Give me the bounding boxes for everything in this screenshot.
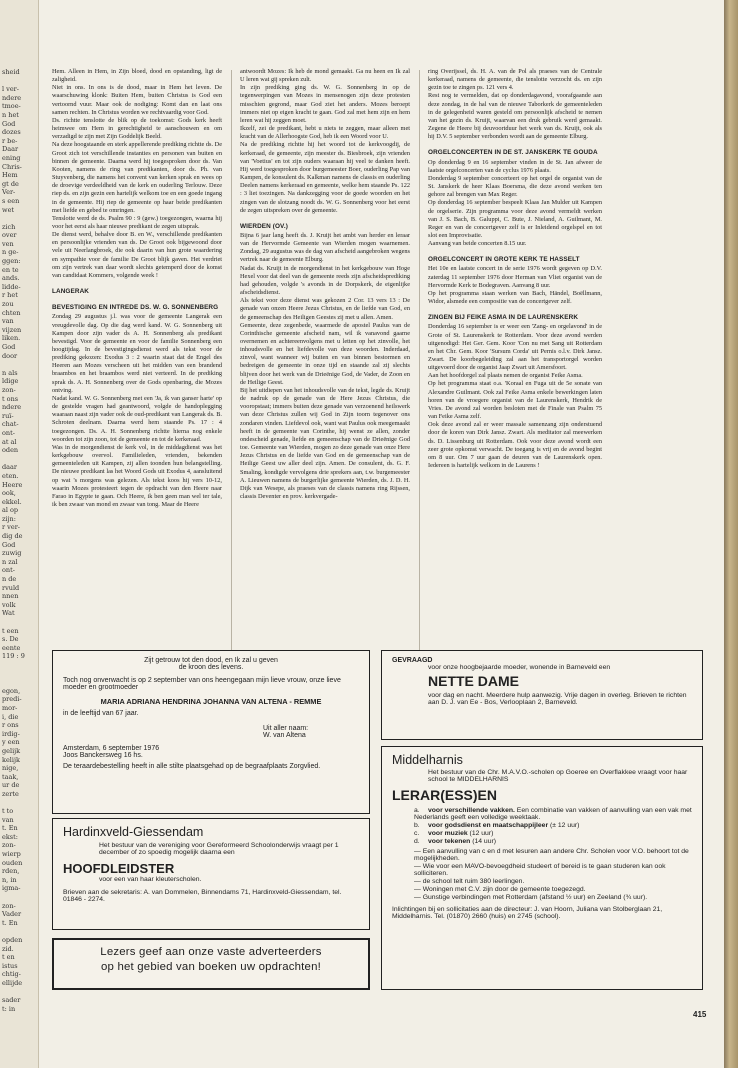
prev-page-fragment: van: [2, 815, 14, 824]
article-paragraph: Bijna 6 jaar lang heeft ds. J. Kruijt het ambt van herder en leraar van de Hervormde Gemeente van Wierden mogen waarnemen. Zondag, 29 augustus was de dag van afscheid aangebroken wegens vertrek naar de gemeente Elburg.: [240, 231, 410, 264]
ad-footer: Inlichtingen bij en sollicitaties aan de directeur: J. van Hoorn, Juliana van Stolberglaan 21, Middelharnis. Tel. (01870) 2660 (huis) en 2745 (school).: [392, 906, 663, 920]
condition-text: Gunstige verbindingen met Rotterdam (afstand ½ uur) en Zeeland (¾ uur).: [422, 894, 648, 901]
condition-item: [414, 886, 692, 893]
verse-line-1: Zijt getrouw tot den dood, en Ik zal u geven: [144, 657, 278, 664]
prev-page-fragment: zou: [2, 300, 14, 309]
article-paragraph: Het 10e en laatste concert in de serie 1976 wordt gegeven op D.V. zaterdag 11 september 1976 door Herman van Vliet organist van de Hervormde Kerk te Bodegraven. Aanvang 8 uur.: [428, 265, 602, 289]
prev-page-fragment: igma-: [2, 884, 21, 893]
prev-page-fragment: [0, 988, 38, 997]
article-column-3: [428, 68, 602, 470]
prev-page-fragment: [0, 927, 38, 936]
notice-intro: Toch nog onverwacht is op 2 september van ons heengegaan mijn lieve vrouw, onze lieve moeder en grootmoeder: [63, 677, 341, 691]
middelharnis-vacancy-ad: [381, 746, 703, 990]
article-heading: ORGELCONCERTEN IN DE ST. JANSKERK TE GOUDA: [428, 149, 598, 157]
prev-page-fragment: chtig-: [2, 970, 21, 979]
ad-intro: Het bestuur van de Chr. M.A.V.O.-scholen op Goeree en Overflakkee vraagt voor haar school te MIDDELHARNIS: [428, 769, 688, 783]
prev-page-fragment: ur de: [2, 781, 20, 790]
prev-page-fragment: rden,: [2, 867, 20, 876]
prev-page-fragment: egon,: [2, 686, 21, 695]
condition-item: [414, 894, 692, 901]
prev-page-fragment: [0, 77, 38, 86]
prev-page-fragment: ook,: [2, 489, 16, 498]
prev-page-fragment: sader: [2, 996, 21, 1005]
subject-item: [414, 822, 692, 829]
prev-page-fragment: t een: [2, 626, 19, 635]
prev-page-fragment: ouden: [2, 858, 23, 867]
prev-page-fragment: Vader: [2, 910, 22, 919]
prev-page-fragment: mor-: [2, 703, 18, 712]
prev-page-fragment: ggen:: [2, 257, 21, 266]
condition-text: Een aanvulling van c en d met lesuren aan andere Chr. Scholen voor V.O. behoort tot de mogelijkheden.: [414, 848, 689, 862]
ad-job-subtitle: voor een van haar kleuterscholen.: [99, 876, 202, 883]
prev-page-fragment: [0, 678, 38, 687]
prev-page-fragment: zon-: [2, 385, 16, 394]
prev-page-fragment: liken.: [2, 334, 21, 343]
prev-page-fragment: dig de: [2, 532, 23, 541]
prev-page-fragment: zid.: [2, 944, 14, 953]
article-paragraph: Niet in ons. In ons is de dood, maar in Hem het leven. De waarschuwing klonk: Buiten Hem, buiten Christus is God een vertoornd vuur. Maar ook de nodiging: Komt dan en laat ons samen rechten. In Christus worden we rechtvaardig voor God.: [52, 84, 222, 116]
prev-page-fragment: sheid: [2, 68, 20, 76]
prev-page-fragment: i, die: [2, 712, 19, 721]
prev-page-fragment: gelijk: [2, 746, 21, 755]
prev-page-fragment: chten: [2, 308, 21, 317]
dash-icon: —: [414, 886, 423, 893]
article-paragraph: In zijn prediking ging ds. W. G. Sonnenberg in op de tegenwerpingen van Mozes in mensenogen zijn deze protesten misschien gegrond, maar God ziet het anders. Mozes beroept immers niet op eigen kracht te gaan. God zal met hem zijn en hem leren wat hij zeggen moet.: [240, 84, 410, 124]
prev-page-fragment: tmoe-: [2, 102, 21, 111]
signature-line-2: W. van Altena: [263, 732, 306, 739]
prev-page-fragment: ont-: [2, 566, 15, 575]
article-paragraph: Op het programma staat o.a. 'Koraal en Fuga uit de 5e sonate van Alexandre Guilmant. Ook zal Feike Asma enkele bewerkingen laten horen van de vroegere organist van de Laurenskerk, Hendrik de Vries. De avond zal worden besloten met de Finale van Psalm 75 van Feike Asma zelf.: [428, 380, 602, 421]
prev-page-fragment: volk: [2, 600, 16, 609]
article-paragraph: Donderdag 9 september concerteert op het orgel de organist van de St. Janskerk de heer Klaas Boersma, die deze avond werken ten gehore zal brengen van Max Reger.: [428, 174, 602, 199]
burial-note: De teraardebestelling heeft in alle stilte plaatsgehad op de begraafplaats Zorgvlied.: [63, 763, 321, 770]
subject-item: [414, 838, 692, 845]
prev-page-fragment: eten.: [2, 471, 19, 480]
prev-page-fragment: r ons: [2, 721, 19, 730]
article-paragraph: Aan het hoofdorgel zal plaats nemen de organist Feike Asma.: [428, 372, 583, 380]
article-heading: ORGELCONCERT IN GROTE KERK TE HASSELT: [428, 256, 580, 264]
article-paragraph: Na de prediking richtte hij het woord tot de kerkvoogdij, de kerkeraad, de gemeente, zijn meester ds. Biesbroek, zijn vrienden van 'Voetius' en tot zijn ouders waaraan hij veel te danken heeft. Hij werd toegesproken door burgemeester Boer, ouderling Pap van Kampen, de konsulent ds. Kalkman namens de classis en ouderling Deelen namens kerkeraad en gemeente, welke hem staande Ps. 122 : 3 liet toezingen. Na dankzegging voor de goede woorden en het zingen van de slotzang noodt ds. W. G. Sonnenberg voor het eerst de zegen uitspreken over de gemeente.: [240, 141, 410, 214]
prev-page-fragment: t ons: [2, 394, 19, 403]
condition-text: Wie voor een MAVO-bevoegdheid studeert of bereid is te gaan studeren kan ook solliciteren.: [414, 863, 666, 877]
prev-page-fragment: Ver-: [2, 188, 16, 197]
prev-page-fragment: s. De: [2, 635, 19, 644]
prev-page-fragment: Hem: [2, 171, 18, 180]
ad-city: Hardinxveld-Giessendam: [63, 825, 204, 839]
article-paragraph: ring Overijssel, ds. H. A. van de Pol als praeses van de Centrale kerkeraad, namens de gemeente, die tenslotte verzocht ds. en zijn gezin toe te zingen ps. 121 vers 4.: [428, 68, 602, 92]
readers-notice-ad: [52, 938, 370, 990]
prev-page-fragment: vijzen: [2, 325, 22, 334]
article-paragraph: Zondag 29 augustus j.l. was voor de gemeente Langerak een vreugdevolle dag. Op die dag werd kand. W. G. Sonnenberg uit Kampen door zijn vader ds A. H. Sonnenberg als predikant bevestigd. Voor de gemeente en voor de familie Sonnenberg een hoogtijdag. In de bevestigingsdienst werd als tekst voor de prediking gekozen: Exodus 3 : 2 waarin staat dat de Engel des Heeren aan Mozes verscheen uit het midden van een brandend braambos en het braambos werd niet verteerd. In de prediking sprak ds. A. H. Sonnenberg over de Gods openbaring, die Mozes ontving.: [52, 313, 222, 394]
column-divider: [231, 70, 232, 650]
prev-page-fragment: nnen: [2, 592, 19, 601]
article-paragraph: Tenslotte werd de ds. Psalm 90 : 9 (gew.) toegezongen, waarna hij voor het eerst als haar nieuwe predikant de zegen uitsprak.: [52, 214, 222, 230]
prev-page-fragment: ekkel.: [2, 497, 22, 506]
deceased-name: MARIA ADRIANA HENDRINA JOHANNA VAN ALTENA - REMME: [100, 697, 322, 706]
article-paragraph: De dienst werd, behalve door B. en W., verschillende predikanten en persoonlijke vrienden van ds. De Groot ook bijgewoond door vele uit Neerlangbroek, die ook daarin van hun grote waardering en sympathie voor de familie De Groot blijk gaven. Het verdriet om zijn vertrek van daar wordt slechts getemperd door de komst van candidaat Kommers, volgende week !: [52, 231, 222, 279]
prev-page-fragment: istus: [2, 961, 18, 970]
prev-page-fragment: zuwig: [2, 549, 22, 558]
condition-item: [414, 863, 692, 877]
prev-page-fragment: t: in: [2, 1004, 16, 1013]
article-paragraph: Ikzelf, zei de predikant, hebt u niets te zeggen, maar alleen met kracht van de Allerhoogste God, heb ik een Woord voor U.: [240, 125, 410, 141]
article-heading: WIERDEN (OV.): [240, 222, 288, 230]
prev-page-fragment: ening: [2, 153, 21, 162]
article-paragraph: Op donderdag 9 en 16 september vinden in de St. Jan afweer de laatste orgelconcerten van de cyclus 1976 plaats.: [428, 158, 602, 174]
prev-page-fragment: l ver-: [2, 85, 19, 94]
article-paragraph: Op donderdag 16 september bespeelt Klaas Jan Mulder uit Kampen de orgelserie. Zijn programma voor deze avond vermeldt werken van J. S. Bach, B. Galuppi, C. Bute, J. Nieland, A. Guilmant, M. Reger en van de concertgever zelf is er Inleidend orgelspel en tot slot een Improvisatie.: [428, 199, 602, 239]
dash-icon: —: [414, 894, 423, 901]
condition-item: [414, 848, 692, 862]
article-heading: LANGERAK: [52, 288, 90, 296]
subject-name: voor godsdienst en maatschappijleer: [428, 822, 549, 829]
subject-name: voor verschillende vakken.: [428, 807, 515, 814]
prev-page-fragment: [0, 360, 38, 369]
prev-page-fragment: chat-: [2, 420, 19, 429]
prev-page-fragment: [0, 670, 38, 679]
condition-text: de school telt ruim 380 leerlingen.: [422, 878, 525, 885]
article-paragraph: Hem. Alleen in Hem, in Zijn bloed, dood en opstanding, ligt de zaligheid.: [52, 68, 222, 84]
prev-page-fragment: at al: [2, 437, 17, 446]
subject-name: voor muziek: [428, 830, 468, 837]
article-paragraph: Op het programma staan werken van Bach, Händel, Boëllmann, Widor, alsmede een compositie van de concertgever zelf.: [428, 289, 602, 306]
readers-line-1: Lezers geef aan onze vaste adverteerders: [100, 946, 322, 958]
prev-page-fragment: s een: [2, 196, 20, 205]
prev-page-fragment: n als: [2, 368, 18, 377]
condition-item: [414, 878, 692, 885]
subject-letter: d.: [414, 838, 420, 845]
article-paragraph: Nadat ds. Kruijt in de morgendienst in het kerkgebouw van Hoge Hexel voor dat deel van de gemeente reeds zijn afscheidsprediking had gehouden, volgde 's avonds in de Dorpskerk, de eigenlijke afscheidsdienst.: [240, 264, 410, 297]
article-paragraph: Als tekst voor deze dienst was gekozen 2 Cor. 13 vers 13 : De genade van onzen Heere Jezus Christus, en de liefde van God, en de gemeenschap des Heiligen Geestes zij met u allen. Amen.: [240, 297, 410, 321]
dash-icon: —: [414, 848, 423, 855]
prev-page-fragment: God: [2, 343, 16, 351]
prev-page-fragment: zon-: [2, 901, 16, 910]
prev-page-fragment: n het: [2, 110, 19, 119]
prev-page-fragment: r het: [2, 291, 18, 300]
prev-page-fragment: ellijde: [2, 978, 23, 987]
article-paragraph: Ook deze avond zal er weer massale samenzang zijn onderstuend door de koren van Dirk Jansz. Zwart. Als meditator zal meewerken ds. D. Lissenburg uit Rotterdam. Ook voor deze avond wordt een zeer grote opkomst verwacht. De toegang is vrij en de avond begint om 8 uur. Om 7 uur gaan de deuren van de Laurenskerk open. Iedereen is hartelijk welkom in de Laurens !: [428, 421, 602, 470]
prev-page-fragment: van: [2, 317, 14, 326]
article-paragraph: Gemeente, deze zegenbede, waarmede de apostel Paulus van de Corinthische gemeente afscheid nam, wil ik vanavond gaarne overnemen en achtereenvolgens met u letten op het zinvolle, het inhoudsvolle en het liefdevolle van deze woorden. Inderdaad, zinvol, want wanneer wij buiten en van binnen bestormen en bedreigen de gemeente in onze tijd en staande zal zij slechts blijven door het werk van de Drieënige God, de Vader, de Zoon en de Heilige Geest.: [240, 321, 410, 386]
ad-job-title: HOOFDLEIDSTER: [63, 861, 175, 876]
prev-page-fragment: ven: [2, 239, 14, 248]
subject-name: voor tekenen: [428, 838, 471, 845]
subject-detail: (± 12 uur): [548, 822, 580, 829]
notice-place-date: Amsterdam, 6 september 1976: [63, 745, 160, 752]
prev-page-fragment: t. En: [2, 918, 18, 927]
prev-page-fragment: t to: [2, 807, 14, 816]
article-paragraph: Was in de morgendienst de kerk vol, in de middagdienst was het kerkgebouw overvol. Familieleden, vrienden, bekenden gemeenteleden uit Kampen, zij allen toonden hun belangstelling. De nieuwe predikant las het Woord Gods uit Exodus 4, aansluitend op wat 's morgens was gelezen. Als tekst koos hij vers 10-12, waarin Mozes protesteert tegen de opdracht van den Heere naar Farao in Egypte te gaan. Och Heere, ik ben geen man wel ter tale, ik ben zwaar van mond en zwaar van tong. Maar de Heere: [52, 443, 222, 508]
prev-page-fragment: ont-: [2, 428, 15, 437]
subject-item: [414, 807, 692, 821]
prev-page-fragment: ruï-: [2, 411, 14, 420]
prev-page-fragment: en te: [2, 265, 19, 274]
prev-page-fragment: ekst:: [2, 832, 18, 841]
ad-title: NETTE DAME: [428, 673, 519, 689]
prev-page-fragment: ndere: [2, 93, 22, 102]
article-heading: ZINGEN BIJ FEIKE ASMA IN DE LAURENSKERK: [428, 314, 579, 322]
prev-page-fragment: r be-: [2, 136, 18, 145]
prev-page-fragment: opden: [2, 935, 23, 944]
prev-page-fragment: t en: [2, 953, 15, 962]
prev-page-fragment: lidde-: [2, 282, 21, 291]
article-paragraph: antwoordt Mozes: Ik heb de mond gemaakt. Ga nu heen en Ik zal U leren wat gij spreken zult.: [240, 68, 410, 84]
prev-page-fragment: zon-: [2, 841, 16, 850]
column-divider: [419, 70, 420, 650]
subject-detail: Een combinatie van vakken of aanvulling van een vak met Nederlands geeft een volledige weektaak.: [414, 807, 692, 821]
condition-list: [414, 848, 692, 901]
prev-page-fragment: 119 : 9: [2, 652, 25, 661]
ad-kicker: GEVRAAGD: [392, 657, 433, 664]
prev-page-fragment: predi-: [2, 695, 22, 704]
prev-page-fragment: Chris-: [2, 162, 22, 171]
prev-page-fragment: dozes: [2, 128, 21, 137]
prev-page-fragment: zerte: [2, 789, 19, 798]
article-paragraph: Nadat kand. W. G. Sonnenberg met een 'Ja, ik van ganser harte' op de gestelde vragen had geantwoord, volgde de handoplegging waaraan naast zijn vader ook de oud-predikant van Langerak ds. B. Schroten deelnam. Daarna werd hem staande Ps. 17 : 4 toegezongen. Ds. A. H. Sonnenberg richtte hierna nog enkele woorden tot zijn zoon, tot de gemeente en tot de kerkeraad.: [52, 394, 222, 443]
ad-city: Middelharnis: [392, 753, 463, 767]
nette-dame-ad: [381, 650, 703, 740]
prev-page-fragment: [0, 893, 38, 902]
article-column-2: [240, 68, 410, 501]
subject-item: [414, 830, 692, 837]
notice-address: Joos Banckersweg 16 hs.: [63, 752, 143, 759]
dash-icon: —: [414, 863, 423, 870]
article-paragraph: Ds. richtte tenslotte de blik op de toekomst: Gods kerk heeft heimwee om Hem in gerechtigheid te aanschouwen en om verzadigd te zijn met Zijn Goddelijk Beeld.: [52, 116, 222, 141]
prev-page-fragment: wet: [2, 205, 15, 214]
article-paragraph: Aanvang van beide concerten 8.15 uur.: [428, 240, 527, 248]
subject-letter: c.: [414, 830, 420, 837]
prev-page-fragment: n de: [2, 575, 17, 584]
death-notice-ad: [52, 650, 370, 814]
prev-page-fragment: God: [2, 119, 16, 128]
deceased-age: in de leeftijd van 67 jaar.: [63, 710, 139, 717]
subject-detail: (14 uur): [470, 838, 496, 845]
prev-page-fragment: ands.: [2, 274, 20, 283]
prev-page-fragment: nige,: [2, 764, 19, 773]
subject-letter: a.: [414, 807, 420, 814]
prev-page-fragment: door: [2, 351, 18, 360]
prev-page-fragment: [0, 618, 38, 627]
prev-page-fragment: Daar: [2, 145, 19, 154]
prev-page-fragment: gt de: [2, 179, 19, 188]
prev-page-fragment: irdig-: [2, 729, 20, 738]
prev-page-fragment: ndere: [2, 403, 22, 412]
prev-page-fragment: zich: [2, 222, 16, 231]
giessendam-vacancy-ad: [52, 818, 370, 930]
ad-kicker-rest: voor onze hoogbejaarde moeder, wonende in Barneveld een: [428, 664, 611, 671]
readers-line-2: op het gebied van boeken uw opdrachten!: [101, 961, 321, 973]
prev-page-fragment: Wat: [2, 609, 15, 618]
subject-letter: b.: [414, 822, 420, 829]
prev-page-fragment: Heere: [2, 480, 23, 489]
prev-page-fragment: eente: [2, 643, 21, 652]
prev-page-fragment: [0, 214, 38, 223]
binding-spine: [724, 0, 738, 1068]
prev-page-fragment: taak,: [2, 772, 19, 781]
prev-page-fragment: zijn:: [2, 514, 16, 523]
signature-line-1: Uit aller naam:: [263, 725, 309, 732]
ad-apply: Brieven aan de sekretaris: A. van Dommelen, Binnendams 71, Hardinxveld-Giessendam, tel. 01846 - 2274.: [63, 889, 342, 903]
prev-page-fragment: r ver-: [2, 523, 20, 532]
prev-page-fragment: [0, 661, 38, 670]
dash-icon: —: [414, 878, 423, 885]
prev-page-fragment: over: [2, 231, 17, 240]
article-paragraph: Na deze hoogstaande en sterk appellerende prediking richtte ds. De Groot zich tot verschillende instanties en personen van buiten en binnen de gemeente. Daarna werd hij toegesproken door ds. Van Kooten, namens de ring van predikanten, door ds. Ph. van Stuyvenberg, die namens het convent van kerken sprak en wees op de droevige verdeeldheid van de kerk en ouderling Terlouw. Deze riep ds. en zijn gezin een hartelijk welkom toe en een goede ingang in de gemeente. Hij riep de gemeente op haar beide predikanten met liefde en gebed te omringen.: [52, 141, 222, 214]
prev-page-fragment: n ge-: [2, 248, 19, 257]
article-heading: BEVESTIGING EN INTREDE DS. W. G. SONNENBERG: [52, 304, 219, 312]
prev-page-fragment: n, in: [2, 875, 17, 884]
prev-page-fragment: wierp: [2, 850, 21, 859]
ad-title: LERAR(ESS)EN: [392, 787, 498, 803]
previous-page-fragment: [0, 0, 39, 1068]
prev-page-fragment: oden: [2, 446, 19, 455]
prev-page-fragment: daar: [2, 463, 18, 472]
article-paragraph: Rest nog te vermelden, dat op donderdagavond, voorafgaande aan deze zondag, in de hal van de nieuwe Taborkerk de gemeenteleden in de gelegenheid waren gesteld om persoonlijk afscheid te nemen van het gezin ds. Kruijt, waarvan een druk gebruik werd gemaakt. Zegene de Heere bij deuvoortduur het werk van ds. Kruijt, ook als hij D.V. 5 september verbonden wordt aan de gemeente Elburg.: [428, 92, 602, 141]
prev-page-fragment: God: [2, 540, 16, 549]
page-number: 415: [693, 1010, 707, 1019]
prev-page-fragment: kelijk: [2, 755, 20, 764]
subject-list: [414, 807, 692, 845]
article-column-1: [52, 68, 222, 509]
prev-page-fragment: al op: [2, 506, 19, 515]
prev-page-fragment: t. En: [2, 824, 18, 833]
ad-body: voor dag en nacht. Meerdere hulp aanwezig. Vrije dagen in overleg. Brieven te richten aan D. J. van Ee - Bos, Verlooplaan 2, Barneveld.: [428, 692, 687, 706]
subject-detail: (12 uur): [467, 830, 494, 837]
prev-page-fragment: [0, 455, 38, 464]
condition-text: Woningen met C.V. zijn door de gemeente toegezegd.: [422, 886, 586, 893]
prev-page-fragment: ldige: [2, 377, 19, 386]
prev-page-fragment: [0, 798, 38, 807]
prev-page-fragment: rvuld: [2, 583, 20, 592]
ad-body: Het bestuur van de vereniging voor Gereformeerd Schoolonderwijs vraagt per 1 december of zo spoedig mogelijk daarna een: [99, 842, 339, 856]
verse-line-2: de kroon des levens.: [178, 664, 244, 671]
prev-page-fragment: y een: [2, 738, 20, 747]
prev-page-fragment: n zal: [2, 557, 18, 566]
article-paragraph: Donderdag 16 september is er weer een 'Zang- en orgelavond' in de Grote of St. Laurenskerk te Rotterdam. Voor deze avond werden uitgenodigd: Het Ger. Gem. Koor 'Con nu met Sang uit Rotterdam en het Chr. Gem. Koor 'Sursum Corda' uit Pernis o.l.v. Dirk Jansz. Zwart. De koorbegeleiding zal aan het transportorgel worden uitgevoerd door de organist Jaap Zwart uit Amersfoort.: [428, 323, 602, 372]
article-paragraph: Bij het uitdiepen van het inhoudsvolle van de tekst, legde ds. Kruijt de nadruk op de genade van de Here Jezus Christus, die vooropstaat; immers buiten deze genade van verzoenend heilswerk van deze Christus zullen wij God in Zijn toorn tegenover ons zondaren vinden. Liefdevol ook, want wat Paulus ook meegemaakt heeft in de gemeente van Corinthe, hij wenst ze allen, zonder ondescheid genade, liefde en gemeenschap van de Drieënige God toe. Gemeente van Wierden, mogen zo deze genade van onze Here Jezus Christus en de liefde van God en de gemeenschap van de Heilige Geest uw aller deel zijn. Amen. De consulent, ds. G. F. Smaling, kondigde vervolgens drie sprekers aan, t.w. burgemeester A. Lieuwen namens de burgerlijke gemeente Wierden, ds. J. D. H. Dijk van Wesepe, als praeses van de classis namens ring Rijssen, classis Deventer en prov. kerkvergade-: [240, 386, 410, 500]
